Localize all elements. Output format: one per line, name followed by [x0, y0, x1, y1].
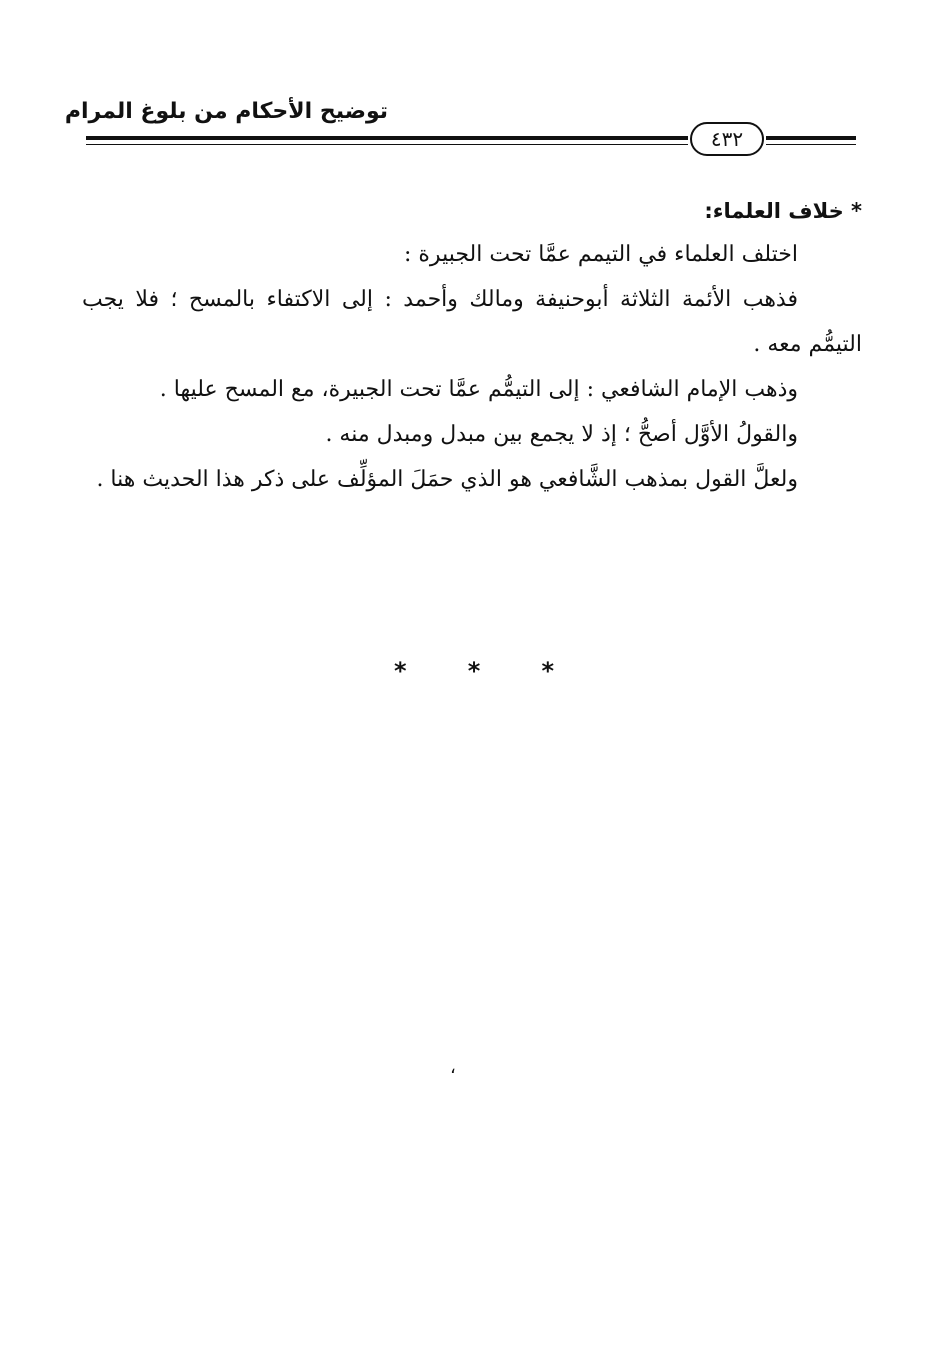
paragraph-1: اختلف العلماء في التيمم عمَّا تحت الجبيرة :: [404, 242, 798, 267]
header-rule-thin-left: [86, 144, 688, 145]
header-rule-thick-left: [86, 136, 688, 140]
separator-star: *: [541, 657, 554, 685]
paragraph-3: وذهب الإمام الشافعي : إلى التيمُّم عمَّا تحت الجبيرة، مع المسح عليها .: [159, 377, 798, 402]
paragraph-2: فذهب الأئمة الثلاثة أبوحنيفة ومالك وأحمد : إلى الاكتفاء بالمسح ؛ فلا يجب التيمُّم معه .: [82, 287, 862, 357]
header-rule-thick-right: [766, 136, 856, 140]
paragraph-5: ولعلَّ القول بمذهب الشَّافعي هو الذي حمَلَ المؤلِّف على ذكر هذا الحديث هنا .: [96, 467, 798, 492]
body-text: [82, 190, 862, 502]
section-separator: [394, 656, 554, 686]
header-rule-thin-right: [766, 144, 856, 145]
separator-star: *: [467, 657, 481, 685]
stray-mark: ،: [450, 1057, 456, 1078]
section-heading: * خلاف العلماء:: [704, 199, 862, 223]
separator-star: *: [394, 657, 407, 685]
paragraph-4: والقولُ الأوَّل أصحُّ ؛ إذ لا يجمع بين مبدل ومبدل منه .: [325, 422, 798, 447]
running-header-title: توضيح الأحكام من بلوغ المرام: [64, 99, 388, 124]
page-number-badge: ٤٣٢: [690, 122, 764, 156]
